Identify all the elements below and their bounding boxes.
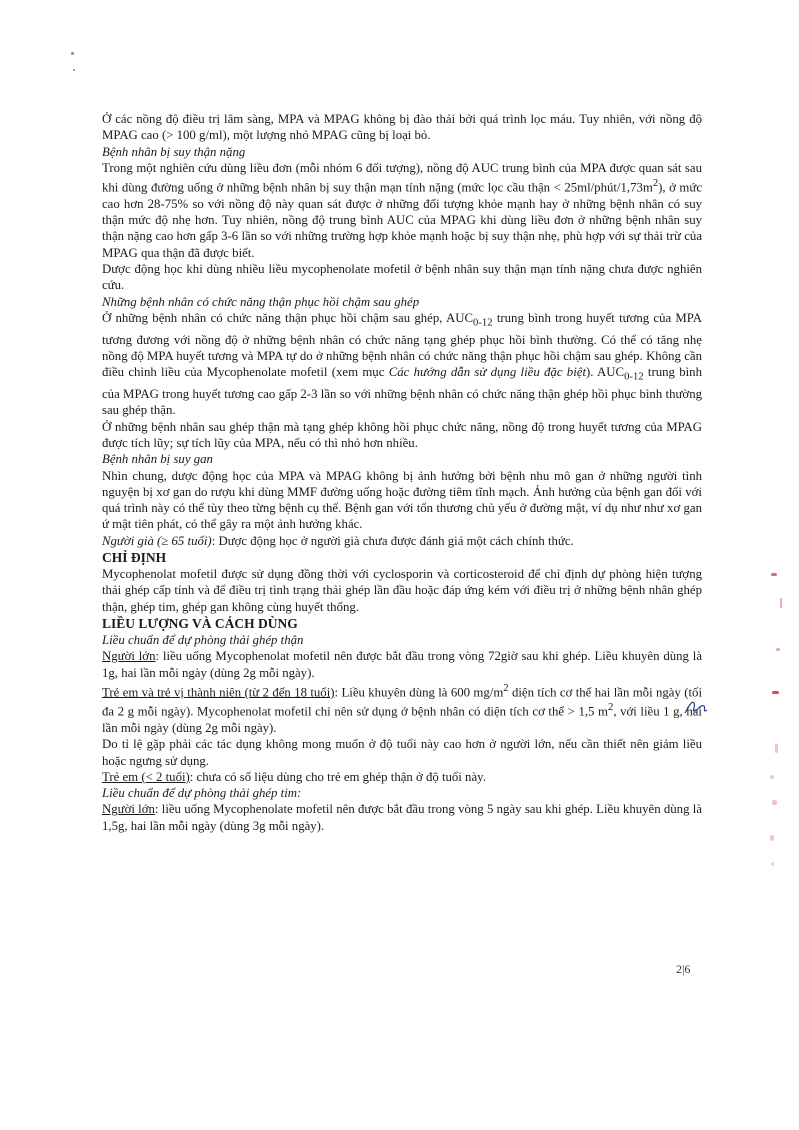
margin-stamp-mark bbox=[770, 775, 774, 779]
paragraph-hepatic-impairment: Nhìn chung, dược động học của MPA và MPAG không bị ảnh hưởng bởi bệnh nhu mô gan ở những người tình nguyện bị xơ gan do rượu khi dùng MMF đường uống hoặc đường tiêm tĩnh mạch. Ảnh hưởng của bệnh gan đối với quá trình này có thể tùy theo từng bệnh cụ thể. Bệnh gan với tổn thương chủ yếu ở đường mật, ví dụ như như xơ gan ứ mật tiên phát, có thể gây ra một ảnh hưởng khác. bbox=[102, 468, 702, 532]
margin-stamp-mark bbox=[780, 598, 782, 608]
margin-stamp-mark bbox=[771, 573, 777, 576]
section-indications: CHỈ ĐỊNH bbox=[102, 550, 167, 566]
paragraph-infant-dose: Trẻ em (< 2 tuổi): chưa có số liệu dùng cho trẻ em ghép thận ở độ tuổi này. bbox=[102, 769, 486, 784]
heading-hepatic-impairment: Bệnh nhân bị suy gan bbox=[102, 452, 213, 467]
margin-stamp-mark bbox=[771, 862, 774, 866]
heading-delayed-graft-function: Những bệnh nhân có chức năng thận phục hồi chậm sau ghép bbox=[102, 294, 420, 309]
handwritten-initials-mark bbox=[682, 696, 710, 718]
heading-heart-transplant-dose: Liều chuẩn để dự phòng thải ghép tim: bbox=[102, 786, 302, 801]
section-dosage-administration: LIỀU LƯỢNG VÀ CÁCH DÙNG bbox=[102, 615, 298, 631]
margin-stamp-mark bbox=[772, 691, 779, 694]
margin-stamp-mark bbox=[775, 744, 778, 753]
paragraph-adult-heart-dose: Người lớn: liều uống Mycophenolate mofetil nên được bắt đầu trong vòng 5 ngày sau khi ghép. Liều khuyên dùng là 1,5g, hai lần mỗi ngày (dùng 3g mỗi ngày). bbox=[102, 802, 702, 833]
paragraph-renal-multiple-dose: Dược động học khi dùng nhiều liều mycophenolate mofetil ở bệnh nhân suy thận mạn tính nặng chưa được nghiên cứu. bbox=[102, 261, 702, 293]
scan-speck bbox=[71, 52, 74, 55]
paragraph-child-kidney-dose: Trẻ em và trẻ vị thành niên (từ 2 đến 18 tuổi): Liều khuyên dùng là 600 $mg/m^2$ diện tích cơ thể hai lần mỗi ngày (tối đa 2 g mỗi ngày). Mycophenolat mofetil chỉ nên sử dụng ở bệnh nhân có diện tích cơ thể > 1,5 $m^2$, với liều 1 g, hai lần mỗi ngày (dùng 2g mỗi ngày). bbox=[102, 682, 703, 735]
paragraph-non-recovering-graft: Ở những bệnh nhân sau ghép thận mà tạng ghép không hồi phục chức năng, nồng độ trong huyết tương của MPAG được tích lũy; sự tích lũy của MPA, nếu có thì nhỏ hơn nhiều. bbox=[102, 419, 702, 450]
document-body bbox=[102, 111, 702, 834]
margin-stamp-mark bbox=[772, 800, 777, 805]
paragraph-elderly: Người già (≥ 65 tuổi): Dược động học ở người già chưa được đánh giá một cách chính thức. bbox=[102, 533, 574, 548]
scan-speck bbox=[73, 69, 75, 71]
paragraph-dialysis: Ở các nồng độ điều trị lâm sàng, MPA và MPAG không bị đào thải bởi quá trình lọc máu. Tuy nhiên, với nồng độ MPAG cao (> 100 g/ml), một lượng nhỏ MPAG cũng bị loại bỏ. bbox=[102, 112, 702, 143]
cross-reference: Các hướng dẫn sử dụng liều đặc biệt bbox=[388, 365, 586, 380]
paragraph-delayed-graft-function: Ở những bệnh nhân có chức năng thận phục hồi chậm sau ghép, $AUC_{0-12}$ trung bình trong huyết tương của MPA tương đương với nồng độ ở những bệnh nhân có chức năng tạng ghép phục hồi bình thường. Có thể có tăng nhẹ nồng độ MPA huyết tương và MPA tự do ở những bệnh nhân có chức năng thận phục hồi chậm sau ghép. Không cần điều chỉnh liều của Mycophenolate mofetil (xem mục Các hướng dẫn sử dụng liều đặc biệt). $AUC_{0-12}$ trung bình của MPAG trong huyết tương cao gấp 2-3 lần so với những bệnh nhân có chức năng thận ghép hồi phục bình thường sau ghép thận. bbox=[102, 310, 702, 418]
margin-stamp-mark bbox=[776, 648, 780, 651]
paragraph-renal-single-dose: Trong một nghiên cứu dùng liều đơn (mỗi nhóm 6 đối tượng), nồng độ AUC trung bình của MPA được quan sát sau khi dùng đường uống ở những bệnh nhân bị suy thận mạn tính nặng (mức lọc cầu thận < $25ml/phút/1,73m^2$), ở mức cao hơn 28-75% so với nồng độ này quan sát được ở những đối tượng khỏe mạnh hay ở những bệnh nhân có suy thận mức độ nhẹ hơn. Tuy nhiên, nồng độ trung bình AUC của MPAG khi dùng liều đơn ở những bệnh nhân suy thận nặng cao hơn gấp 3-6 lần so với những trường hợp khỏe mạnh hoặc bị suy thận nhẹ, phù hợp với sự thải trừ của MPAG qua thận đã được biết. bbox=[102, 160, 702, 260]
page-number: 2|6 bbox=[676, 962, 691, 976]
paragraph-adverse-effects-note: Do tỉ lệ gặp phải các tác dụng không mong muốn ở độ tuổi này cao hơn ở người lớn, nếu cần thiết nên giảm liều hoặc ngưng sử dụng. bbox=[102, 737, 702, 768]
heading-kidney-transplant-dose: Liều chuẩn để dự phòng thải ghép thận bbox=[102, 632, 304, 647]
paragraph-indications: Mycophenolat mofetil được sử dụng đồng thời với cyclosporin và corticosteroid để chỉ định dự phòng hiện tượng thải ghép cấp tính và để điều trị tình trạng thải ghép lần đầu hoặc đáp ứng kém với điều trị ở những bệnh nhân ghép thận, ghép tim, ghép gan không cùng huyết thống. bbox=[102, 567, 702, 614]
heading-renal-impairment: Bệnh nhân bị suy thận nặng bbox=[102, 144, 246, 159]
margin-stamp-mark bbox=[770, 835, 774, 841]
paragraph-adult-kidney-dose: Người lớn: liều uống Mycophenolat mofetil nên được bắt đầu trong vòng 72giờ sau khi ghép. Liều khuyên dùng là 1g, hai lần mỗi ngày (dùng 2g mỗi ngày). bbox=[102, 649, 702, 680]
